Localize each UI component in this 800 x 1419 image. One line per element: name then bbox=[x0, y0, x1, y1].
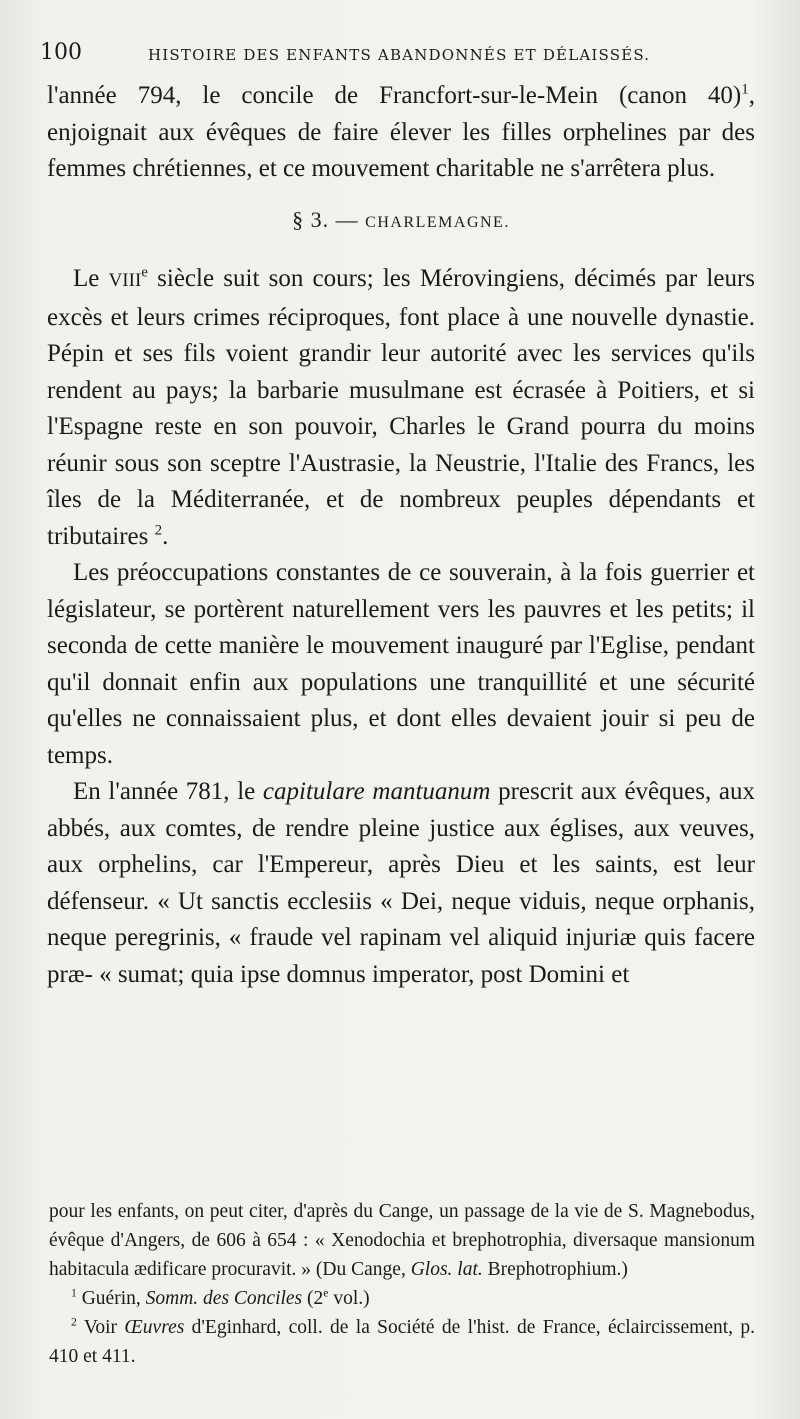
intro-paragraph bbox=[47, 78, 755, 188]
century-superscript: e bbox=[141, 264, 148, 281]
footnote-2-italic: Œuvres bbox=[124, 1317, 185, 1338]
para1-text-a: Le bbox=[73, 265, 109, 292]
footnote-2-text-b: d'Eginhard, coll. de la Société de l'hist. de France, éclaircissement, p. 410 et 411. bbox=[49, 1317, 755, 1367]
para3-text-b: prescrit aux évêques, aux abbés, aux comtes, de rendre pleine justice aux églises, aux veuves, aux orphelins, car l'Empereur, après Dieu et les saints, est leur défenseur. « Ut sanctis ecclesiis « Dei, neque viduis, neque orphanis, neque peregrinis, « fraude vel rapinam vel aliquid injuriæ quis facere præ- « sumat; quia ipse domnus imperator, post Domini et bbox=[47, 778, 755, 988]
footnote-1-text-c: vol.) bbox=[328, 1288, 370, 1309]
section-symbol: § 3. bbox=[292, 206, 330, 232]
footnote-1-mark: 1 bbox=[71, 1286, 77, 1300]
footnote-1-text-a: Guérin, bbox=[76, 1288, 146, 1309]
footnote-2 bbox=[49, 1313, 755, 1371]
footnote-2-text-a: Voir bbox=[76, 1317, 125, 1338]
footnote-1-sup: e bbox=[323, 1286, 329, 1300]
footnote-ref-1: 1 bbox=[741, 81, 749, 98]
footnote-ref-2: 2 bbox=[154, 522, 163, 539]
main-text bbox=[47, 78, 755, 993]
footnotes bbox=[49, 1197, 755, 1371]
paragraph-1 bbox=[47, 261, 755, 555]
running-title: HISTOIRE DES ENFANTS ABANDONNÉS ET DÉLAISSÉS. bbox=[148, 46, 651, 64]
para3-text-a: En l'année 781, le bbox=[73, 778, 263, 805]
footnote-1 bbox=[49, 1284, 755, 1313]
footnote-1-italic: Somm. des Conciles bbox=[145, 1288, 303, 1309]
footnote-cont-text-b: Brephotrophium.) bbox=[482, 1259, 628, 1280]
footnote-cont-text-a: pour les enfants, on peut citer, d'après du Cange, un passage de la vie de S. Magnebodus, évêque d'Angers, de 606 à 654 : « Xenodochia et brephotrophia, diversaque mansionum habitacula ædificare procuravit. » (Du Cange, bbox=[49, 1201, 755, 1280]
footnote-continued bbox=[49, 1197, 755, 1284]
section-title: CHARLEMAGNE. bbox=[365, 213, 510, 231]
para1-text-c: . bbox=[162, 522, 169, 550]
footnote-1-text-b: (2 bbox=[302, 1288, 324, 1309]
intro-text-after: , enjoignait aux évêques de faire élever les filles orphelines par des femmes chrétiennes, et ce mouvement charitable ne s'arrêtera plus. bbox=[47, 82, 755, 182]
footnote-cont-italic: Glos. lat. bbox=[410, 1259, 483, 1280]
footnote-2-mark: 2 bbox=[71, 1315, 77, 1329]
paragraph-3 bbox=[47, 774, 755, 993]
page-number: 100 bbox=[40, 40, 82, 65]
capitulare-title: capitulare mantuanum bbox=[262, 778, 491, 805]
paragraph-2: Les préoccupations constantes de ce souverain, à la fois guerrier et législateur, se portèrent naturellement vers les pauvres et les petits; il seconda de cette manière le mouvement inauguré par l'Eglise, pendant qu'il donnait enfin aux populations une tranquillité et une sécurité qu'elles ne connaissaient plus, et dont elles devaient jouir si peu de temps. bbox=[47, 559, 755, 769]
section-heading bbox=[47, 202, 755, 242]
section-dash: — bbox=[335, 206, 359, 232]
para1-text-b: siècle suit son cours; les Mérovingiens, décimés par leurs excès et leurs crimes réciproques, font place à une nouvelle dynastie. Pépin et ses fils voient grandir leur autorité avec les services qu'ils rendent au pays; la barbarie musulmane est écrasée à Poitiers, et si l'Espagne reste en son pouvoir, Charles le Grand pourra du moins réunir sous son sceptre l'Austrasie, la Neustrie, l'Italie des Francs, les îles de la Méditerranée, et de nombreux peuples dépendants et tributaires bbox=[47, 265, 755, 550]
century-numeral: VIII bbox=[108, 270, 142, 291]
intro-text: l'année 794, le concile de Francfort-sur-le-Mein (canon 40) bbox=[47, 82, 742, 109]
page-header bbox=[40, 40, 760, 70]
